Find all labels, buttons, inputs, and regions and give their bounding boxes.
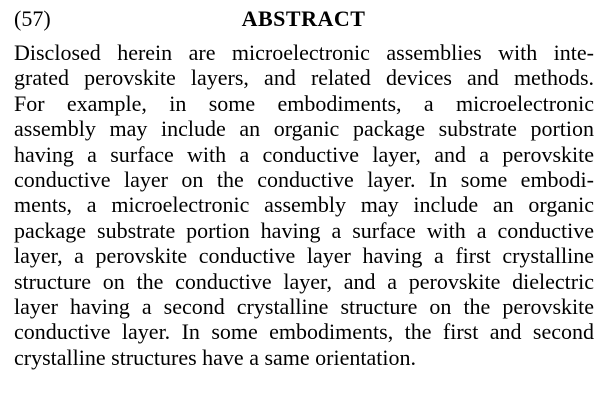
section-code: (57) [14,6,51,31]
abstract-line: layer, a perovskite conductive layer having a first crystalline [14,243,594,269]
abstract-line: assembly may include an organic package substrate portion [14,116,594,142]
abstract-line: having a surface with a conductive layer, and a perovskite [14,141,594,167]
abstract-line: For example, in some embodiments, a microelectronic [14,90,594,116]
abstract-title: ABSTRACT [241,6,366,31]
abstract-line: ments, a microelectronic assembly may include an organic [14,192,594,218]
abstract-header [0,0,607,36]
abstract-line: structure on the conductive layer, and a perovskite dielectric [14,268,594,294]
abstract-line: package substrate portion having a surface with a conductive [14,217,594,243]
abstract-body [14,40,594,370]
abstract-line: crystalline structures have a same orientation. [14,344,416,370]
abstract-line: layer having a second crystalline structure on the perovskite [14,294,594,320]
abstract-line: Disclosed herein are microelectronic assemblies with inte- [14,40,594,65]
abstract-line: grated perovskite layers, and related devices and methods. [14,65,594,91]
abstract-line: conductive layer on the conductive layer. In some embodi- [14,167,594,193]
abstract-line: conductive layer. In some embodiments, the first and second [14,319,594,345]
